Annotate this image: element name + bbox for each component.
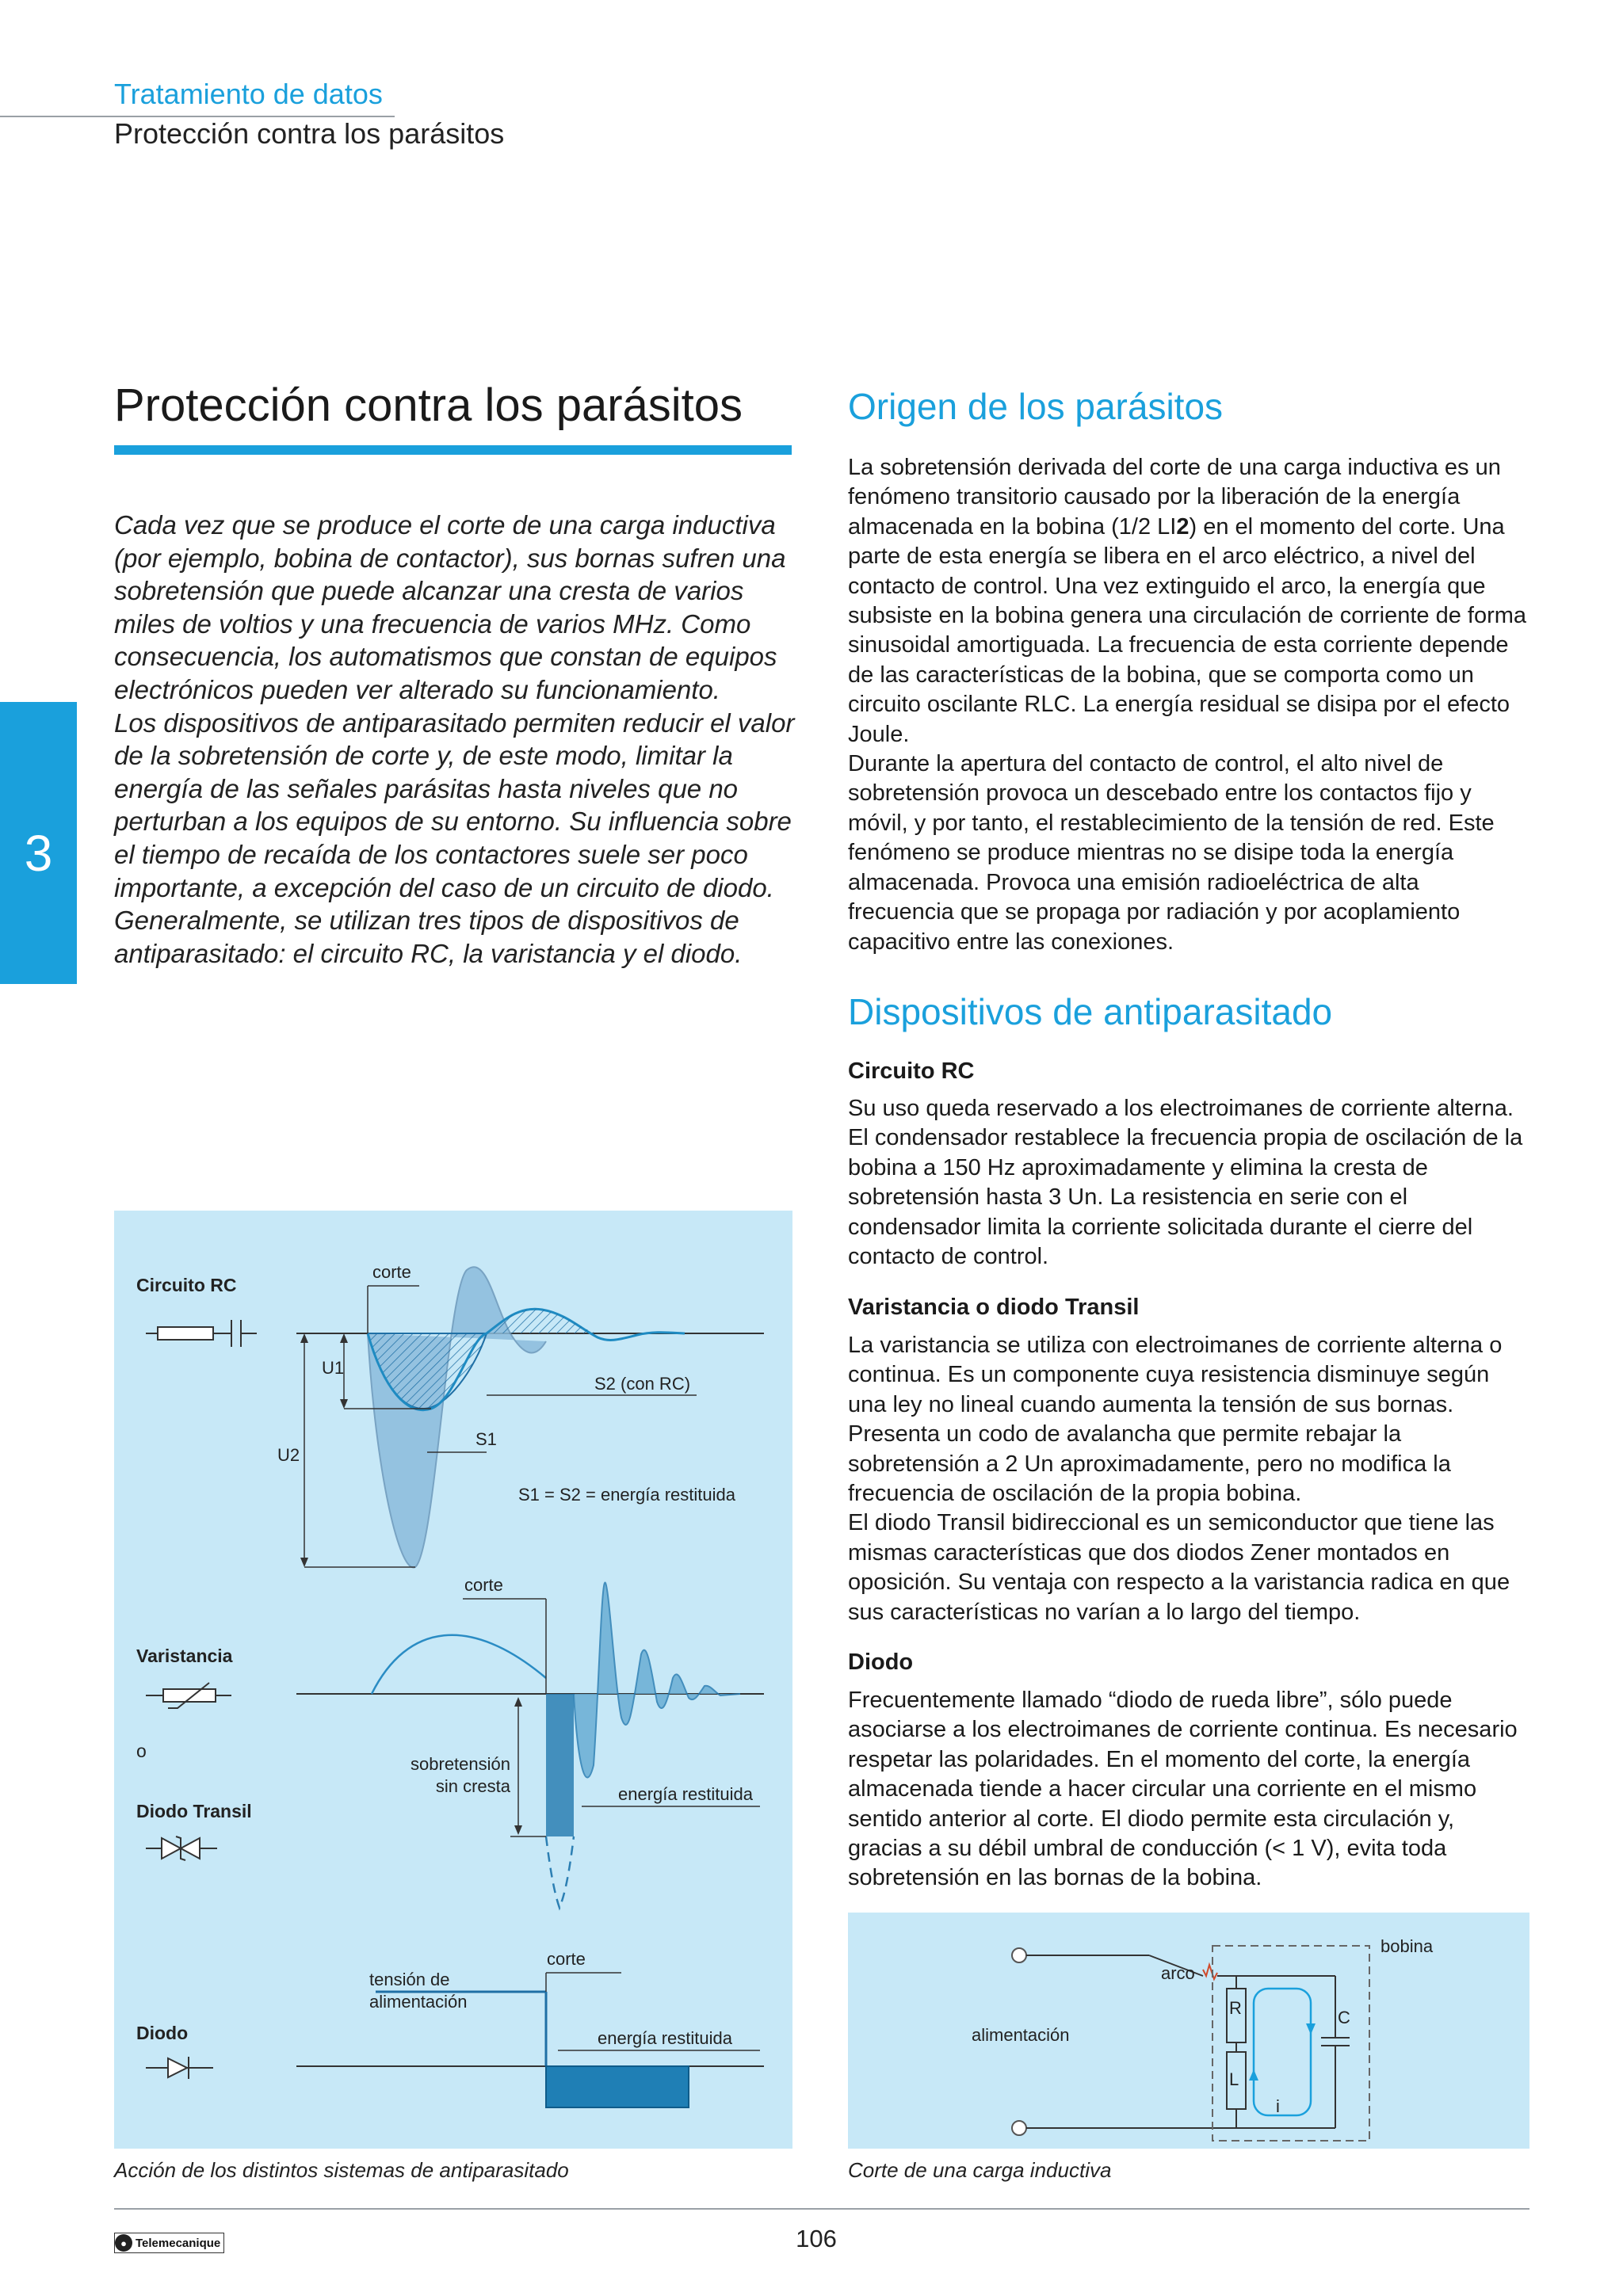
diode-symbol-icon <box>146 2057 213 2079</box>
label-diodo: Diodo <box>136 2023 189 2043</box>
label-energia-diodo: energía restituida <box>598 2028 732 2048</box>
heading-origen: Origen de los parásitos <box>848 386 1224 427</box>
label-o: o <box>136 1741 147 1761</box>
label-s1: S1 <box>475 1429 497 1449</box>
current-arrow-down-icon <box>1306 2023 1316 2035</box>
transil-paragraph: El diodo Transil bidireccional es un semiconductor que tiene las mismas características que dos diodos Zener montados en oposición. Su ventaja con respecto a la varistancia radica en que sus características no varían a lo largo del tiempo. <box>848 1510 1510 1625</box>
subheading-diodo: Diodo <box>848 1650 914 1675</box>
footer-divider <box>114 2208 1529 2210</box>
subsection-title: Protección contra los parásitos <box>114 117 505 150</box>
label-s1-s2-equal: S1 = S2 = energía restituida <box>518 1485 735 1505</box>
varistancia-text <box>848 1331 1529 1627</box>
caption-right: Corte de una carga inductiva <box>848 2158 1112 2182</box>
heading-dispositivos: Dispositivos de antiparasitado <box>848 991 1333 1032</box>
origen-text <box>848 453 1529 957</box>
logo-text: Telemecanique <box>136 2236 221 2250</box>
label-i: i <box>1276 2096 1280 2116</box>
origen-p1-start: La sobretensión derivada del corte de una carga inductiva es un fenómeno transitorio causado por la liberación de la energía almacenada en la bobina (1/2 LI <box>848 455 1501 540</box>
brand-logo <box>114 2233 224 2253</box>
page-title: Protección contra los parásitos <box>114 379 743 431</box>
chapter-number: 3 <box>24 825 53 882</box>
label-s2: S2 (con RC) <box>594 1374 691 1394</box>
intro-paragraph: Generalmente, se utilizan tres tipos de dispositivos de antiparasitado: el circuito RC, la varistancia y el diodo. <box>114 906 743 968</box>
terminal-top <box>1012 1948 1026 1962</box>
area-energia-diodo <box>546 2066 689 2107</box>
label-l: L <box>1229 2069 1239 2089</box>
label-u2: U2 <box>277 1445 300 1465</box>
label-corte-rc: corte <box>372 1262 411 1282</box>
figure-antiparasitado <box>114 1211 792 2149</box>
subheading-varistancia: Varistancia o diodo Transil <box>848 1295 1140 1320</box>
intro-text <box>114 509 797 970</box>
rc-symbol-icon <box>146 1320 257 1347</box>
origen-p1-exponent: 2 <box>1176 513 1190 540</box>
label-c: C <box>1338 2008 1350 2027</box>
rc-paragraph: Su uso queda reservado a los electroimanes de corriente alterna. El condensador restablece la frecuencia propia de oscilación de la bobina a 150 Hz aproximadamente y elimina la cresta de sobretensión hasta 3 Un. La resistencia en serie con el condensador limita la corriente solicitada durante el cierre del contacto de control. <box>848 1096 1523 1270</box>
area-sobretension-clipped <box>546 1694 574 1836</box>
arc-spark-icon <box>1203 1965 1217 1979</box>
label-varistancia: Varistancia <box>136 1646 233 1666</box>
label-arco: arco <box>1161 1963 1195 1983</box>
wave-sin-varistancia <box>546 1836 574 1908</box>
wave-varistancia <box>574 1582 740 1777</box>
figure-corte-carga-svg <box>848 1913 1529 2149</box>
label-sin-cresta: sin cresta <box>435 1776 510 1796</box>
label-tension-de: tensión de <box>369 1970 450 1989</box>
section-title: Tratamiento de datos <box>114 78 383 110</box>
label-alimentacion-right: alimentación <box>972 2025 1070 2045</box>
area-s2 <box>487 1309 598 1333</box>
current-arrow-up-icon <box>1249 2069 1258 2081</box>
figure-corte-carga <box>848 1913 1529 2149</box>
label-alimentacion: alimentación <box>369 1992 468 2012</box>
caption-left: Acción de los distintos sistemas de antiparasitado <box>114 2158 569 2182</box>
page-number: 106 <box>796 2225 837 2252</box>
intro-paragraph: Los dispositivos de antiparasitado permiten reducir el valor de la sobretensión de corte y, de este modo, limitar la energía de las señales parásitas hasta niveles que no perturban a los equipos de su entorno. Su influencia sobre el tiempo de recaída de los contactores suele ser poco importante, a excepción del caso de un circuito de diodo. <box>114 707 795 902</box>
origen-p1-end: ) en el momento del corte. Una parte de esta energía se libera en el arco eléctrico, a nivel del contacto de control. Una vez extinguido el arco, la energía que subsiste en la bobina genera una circulación de corriente de forma sinusoidal amortiguada. La frecuencia de esta corriente depende de las características de la bobina, que se comporta como un circuito oscilante RLC. La energía residual se disipa por el efecto Joule. <box>848 513 1527 747</box>
terminal-bottom <box>1012 2121 1026 2135</box>
label-u1: U1 <box>322 1358 345 1378</box>
figure-antiparasitado-svg <box>114 1211 792 2149</box>
origen-paragraph <box>848 453 1529 749</box>
origen-paragraph: Durante la apertura del contacto de control, el alto nivel de sobretensión provoca un descebado entre los contactos fijo y móvil, y por tanto, el restablecimiento de la tensión de red. Este fenómeno se produce mientras no se disipe toda la energía almacenada. Provoca una emisión radioeléctrica de alta frecuencia que se propaga por radiación y por acoplamiento capacitivo entre las conexiones. <box>848 751 1495 955</box>
logo-icon: ● <box>115 2234 132 2252</box>
subheading-rc: Circuito RC <box>848 1058 975 1084</box>
title-underline <box>114 445 792 455</box>
varistancia-paragraph: La varistancia se utiliza con electroimanes de corriente alterna o continua. Es un componente cuya resistencia disminuye según una ley no lineal cuando aumenta la tensión de sus bornas. Presenta un codo de avalancha que permite rebajar la sobretensión a 2 Un aproximadamente, pero no modifica la frecuencia de oscilación de la propia bobina. <box>848 1333 1503 1507</box>
label-diodo-transil: Diodo Transil <box>136 1801 252 1821</box>
label-sobretension: sobretensión <box>411 1754 510 1774</box>
current-loop <box>1254 1989 1311 2115</box>
rc-text <box>848 1094 1529 1272</box>
varistor-symbol-icon <box>146 1683 231 1708</box>
intro-paragraph: Cada vez que se produce el corte de una carga inductiva (por ejemplo, bobina de contactor), sus bornas sufren una sobretensión que puede alcanzar una cresta de varios miles de voltios y una frecuencia de varios MHz. Como consecuencia, los automatismos que constan de equipos electrónicos pueden ver alterado su funcionamiento. <box>114 510 786 704</box>
diodo-paragraph: Frecuentemente llamado “diodo de rueda libre”, sólo puede asociarse a los electroimanes de corriente continua. Es necesario respetar las polaridades. En el momento del corte, la energía almacenada tiende a hacer circular una corriente en el mismo sentido anterior al corte. El diodo permite esta circulación y, gracias a su débil umbral de conducción (< 1 V), evita toda sobretensión en las bornas de la bobina. <box>848 1688 1518 1891</box>
label-energia-var: energía restituida <box>618 1784 753 1804</box>
label-bobina: bobina <box>1381 1936 1434 1956</box>
wave-alimentacion-var <box>372 1635 546 1694</box>
label-circuito-rc: Circuito RC <box>136 1275 237 1295</box>
label-corte-var: corte <box>464 1575 503 1595</box>
diodo-text <box>848 1686 1529 1894</box>
label-corte-diodo: corte <box>547 1949 586 1969</box>
label-r: R <box>1229 1998 1242 2018</box>
transil-symbol-icon <box>146 1836 217 1860</box>
